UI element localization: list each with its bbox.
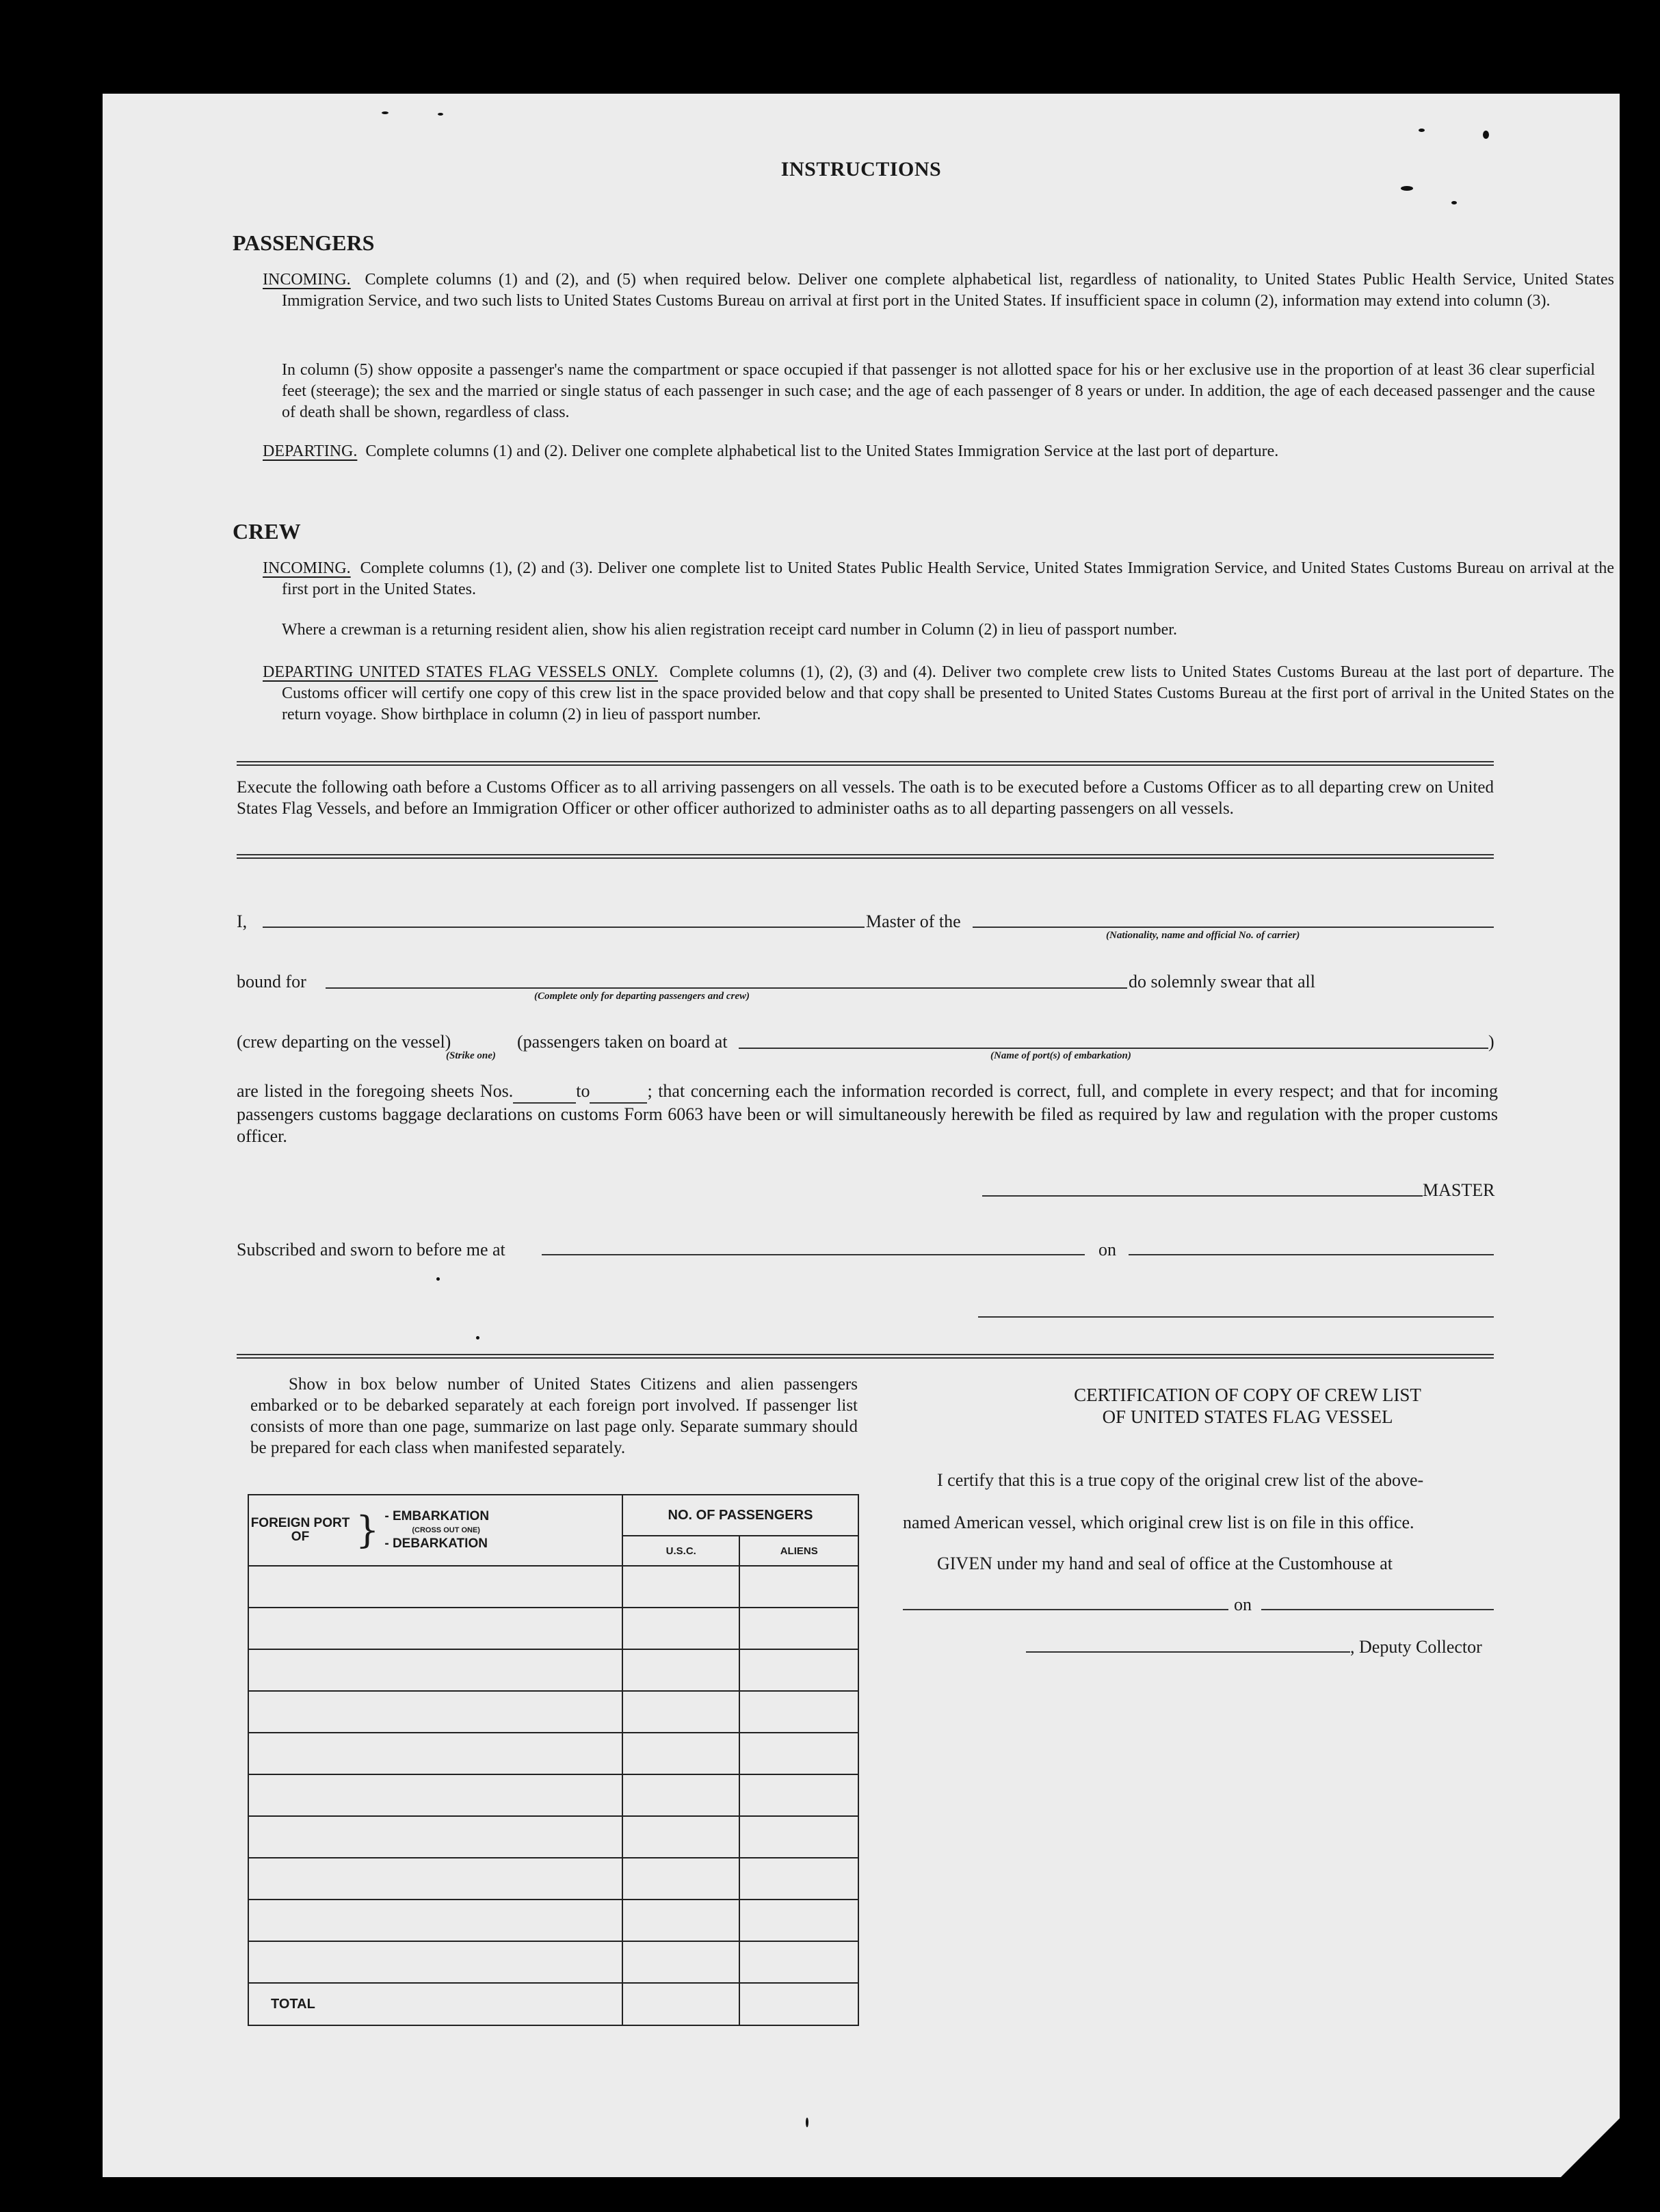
usc-cell[interactable] <box>622 1900 739 1941</box>
master-signature-field[interactable] <box>982 1195 1423 1197</box>
table-row <box>248 1608 858 1649</box>
divider <box>237 1354 1494 1359</box>
speck <box>438 113 443 116</box>
speck <box>436 1277 440 1281</box>
speck <box>1419 129 1425 132</box>
cert-on-label: on <box>1234 1595 1252 1614</box>
aliens-cell[interactable] <box>739 1941 858 1983</box>
port-caption: (Name of port(s) of embarkation) <box>990 1050 1131 1061</box>
master-name-field[interactable] <box>263 927 865 928</box>
usc-cell[interactable] <box>622 1858 739 1900</box>
listed-text-a: are listed in the foregoing sheets Nos. <box>237 1081 514 1101</box>
table-row <box>248 1941 858 1983</box>
speck <box>1401 186 1413 191</box>
master-label: MASTER <box>1423 1180 1495 1200</box>
port-header-cell <box>248 1495 622 1566</box>
port-cell[interactable] <box>248 1774 622 1816</box>
usc-cell[interactable] <box>622 1816 739 1858</box>
certify-line2: named American vessel, which original crew list is on file in this office. <box>903 1513 1414 1532</box>
sworn-place-field[interactable] <box>542 1254 1085 1255</box>
listed-text-b: ; that concerning each the information recorded is correct, full, and complete in every respect; and that for incoming passengers customs baggage declarations on customs Form 6063 have been or will simultaneously herewith be filed as required by law and regulation with the proper customs officer. <box>237 1081 1498 1146</box>
aliens-header: ALIENS <box>739 1536 858 1566</box>
usc-cell[interactable] <box>622 1941 739 1983</box>
port-cell[interactable] <box>248 1566 622 1608</box>
passengers-departing-paragraph <box>263 441 1614 462</box>
crew-incoming-paragraph <box>263 558 1614 600</box>
table-body <box>248 1566 858 1983</box>
port-cell[interactable] <box>248 1816 622 1858</box>
table-row <box>248 1774 858 1816</box>
aliens-cell[interactable] <box>739 1774 858 1816</box>
listed-to: to <box>576 1081 590 1101</box>
table-row <box>248 1566 858 1608</box>
foreign-port-label: FOREIGN PORT OF <box>250 1516 350 1544</box>
sworn-on-label: on <box>1098 1240 1116 1260</box>
usc-cell[interactable] <box>622 1649 739 1691</box>
port-cell[interactable] <box>248 1608 622 1649</box>
speck <box>1483 131 1489 139</box>
speck <box>1451 201 1457 204</box>
speck <box>476 1336 479 1340</box>
nationality-caption: (Nationality, name and official No. of carrier) <box>1106 930 1300 941</box>
crew-departing-label: DEPARTING UNITED STATES FLAG VESSELS ONLY. <box>263 663 658 681</box>
carrier-field[interactable] <box>973 927 1494 928</box>
master-of-label: Master of the <box>866 911 961 931</box>
page-title: INSTRUCTIONS <box>780 158 942 181</box>
oath-i-label: I, <box>237 911 248 931</box>
aliens-cell[interactable] <box>739 1566 858 1608</box>
crewman-paragraph: Where a crewman is a returning resident alien, show his alien registration receipt card number in Column (2) in lieu of passport number. <box>282 621 1177 639</box>
aliens-cell[interactable] <box>739 1900 858 1941</box>
bound-for-label: bound for <box>237 972 306 991</box>
customhouse-field[interactable] <box>903 1609 1228 1610</box>
oath-instructions: Execute the following oath before a Customs Officer as to all arriving passengers on all vessels. The oath is to be executed before a Customs Officer as to all departing crew on United States Flag Vessels, and before an Immigration Officer or other officer authorized to administer oaths as to all departing passengers on all vessels. <box>237 778 1494 818</box>
total-label: TOTAL <box>248 1983 622 2025</box>
total-aliens-cell[interactable] <box>739 1983 858 2025</box>
passenger-summary-table <box>248 1494 859 2026</box>
aliens-cell[interactable] <box>739 1816 858 1858</box>
port-cell[interactable] <box>248 1733 622 1774</box>
aliens-cell[interactable] <box>739 1608 858 1649</box>
column5-paragraph: In column (5) show opposite a passenger's name the compartment or space occupied if that passenger is not allotted space for his or her exclusive use in the proportion of at least 36 clear superficial feet (steerage); the sex and the married or single status of each passenger in such case; and the age of each passenger of 8 years or under. In addition, the age of each deceased passenger and the cause of death shall be shown, regardless of class. <box>282 361 1595 421</box>
cert-date-field[interactable] <box>1261 1609 1494 1610</box>
passengers-incoming-text: Complete columns (1) and (2), and (5) when required below. Deliver one complete alphabetical list, regardless of nationality, to United States Public Health Service, United States Immigration Service, and two such lists to United States Customs Bureau on arrival at first port in the United States. If insufficient space in column (2), information may extend into column (3). <box>282 271 1614 310</box>
no-passengers-header: NO. OF PASSENGERS <box>622 1495 858 1536</box>
box-instructions: Show in box below number of United States Citizens and alien passengers embarked or to be debarked separately at each foreign port involved. If passenger list consists of more than one page, summarize on last page only. Separate summary should be prepared for each class when manifested separately. <box>250 1375 858 1457</box>
bound-for-field[interactable] <box>326 987 1127 989</box>
port-cell[interactable] <box>248 1649 622 1691</box>
certification-title <box>896 1384 1599 1428</box>
crew-departing-text: Complete columns (1), (2), (3) and (4). Deliver two complete crew lists to United States Customs Bureau at the last port of departure. The Customs officer will certify one copy of this crew list in the space provided below and that copy shall be presented to United States Customs Bureau at the first port of arrival in the United States on the return voyage. Show birthplace in column (2) in lieu of passport number. <box>282 663 1615 723</box>
port-cell[interactable] <box>248 1858 622 1900</box>
port-cell[interactable] <box>248 1691 622 1733</box>
certification-title-line1: CERTIFICATION OF COPY OF CREW LIST <box>1074 1385 1421 1405</box>
cross-out-label: (CROSS OUT ONE) <box>412 1526 480 1534</box>
close-paren: ) <box>1488 1032 1494 1052</box>
sheet-from-field[interactable] <box>513 1080 576 1104</box>
aliens-cell[interactable] <box>739 1858 858 1900</box>
brace-symbol: } <box>356 1508 380 1551</box>
passengers-taken-option[interactable]: (passengers taken on board at <box>517 1032 728 1052</box>
deputy-collector-label: , Deputy Collector <box>1350 1637 1482 1657</box>
passengers-departing-text: Complete columns (1) and (2). Deliver one complete alphabetical list to the United States Immigration Service at the last port of departure. <box>365 442 1279 460</box>
passengers-departing-label: DEPARTING. <box>263 442 358 460</box>
certify-line1: I certify that this is a true copy of the original crew list of the above- <box>937 1470 1424 1490</box>
usc-cell[interactable] <box>622 1733 739 1774</box>
do-solemnly-label: do solemnly swear that all <box>1129 972 1315 991</box>
usc-cell[interactable] <box>622 1608 739 1649</box>
usc-cell[interactable] <box>622 1774 739 1816</box>
speck <box>806 2118 808 2127</box>
officer-signature-field[interactable] <box>978 1316 1494 1318</box>
table-row <box>248 1858 858 1900</box>
document-page <box>103 94 1620 2177</box>
aliens-cell[interactable] <box>739 1649 858 1691</box>
table-row <box>248 1649 858 1691</box>
aliens-cell[interactable] <box>739 1733 858 1774</box>
debarkation-label: - DEBARKATION <box>384 1536 488 1551</box>
divider <box>237 761 1494 766</box>
total-usc-cell[interactable] <box>622 1983 739 2025</box>
passengers-incoming-paragraph <box>263 269 1614 312</box>
sheet-to-field[interactable] <box>590 1080 647 1104</box>
crew-departing-paragraph <box>263 662 1614 725</box>
certification-title-line2: OF UNITED STATES FLAG VESSEL <box>1102 1407 1393 1427</box>
crew-incoming-label: INCOMING. <box>263 559 351 577</box>
crew-heading: CREW <box>233 519 301 544</box>
port-embarkation-field[interactable] <box>739 1048 1488 1049</box>
port-cell[interactable] <box>248 1941 622 1983</box>
divider <box>237 854 1494 859</box>
usc-cell[interactable] <box>622 1566 739 1608</box>
passengers-incoming-label: INCOMING. <box>263 271 351 289</box>
crew-incoming-text: Complete columns (1), (2) and (3). Deliver one complete list to United States Public Health Service, United States Immigration Service, and United States Customs Bureau on arrival at the first port in the United States. <box>282 559 1615 598</box>
usc-header: U.S.C. <box>622 1536 739 1566</box>
listed-paragraph <box>237 1080 1498 1147</box>
port-cell[interactable] <box>248 1900 622 1941</box>
deputy-signature-field[interactable] <box>1026 1651 1350 1653</box>
passengers-heading: PASSENGERS <box>233 230 375 255</box>
table-row <box>248 1691 858 1733</box>
table-row <box>248 1900 858 1941</box>
complete-only-caption: (Complete only for departing passengers and crew) <box>534 991 750 1002</box>
speck <box>382 111 388 114</box>
crew-departing-option[interactable]: (crew departing on the vessel) <box>237 1032 451 1052</box>
table-row <box>248 1733 858 1774</box>
aliens-cell[interactable] <box>739 1691 858 1733</box>
given-line: GIVEN under my hand and seal of office at the Customhouse at <box>937 1554 1393 1573</box>
embarkation-label: - EMBARKATION <box>384 1509 490 1523</box>
usc-cell[interactable] <box>622 1691 739 1733</box>
table-row <box>248 1816 858 1858</box>
strike-one-caption: (Strike one) <box>446 1050 496 1061</box>
subscribed-label: Subscribed and sworn to before me at <box>237 1240 505 1260</box>
sworn-date-field[interactable] <box>1129 1254 1494 1255</box>
